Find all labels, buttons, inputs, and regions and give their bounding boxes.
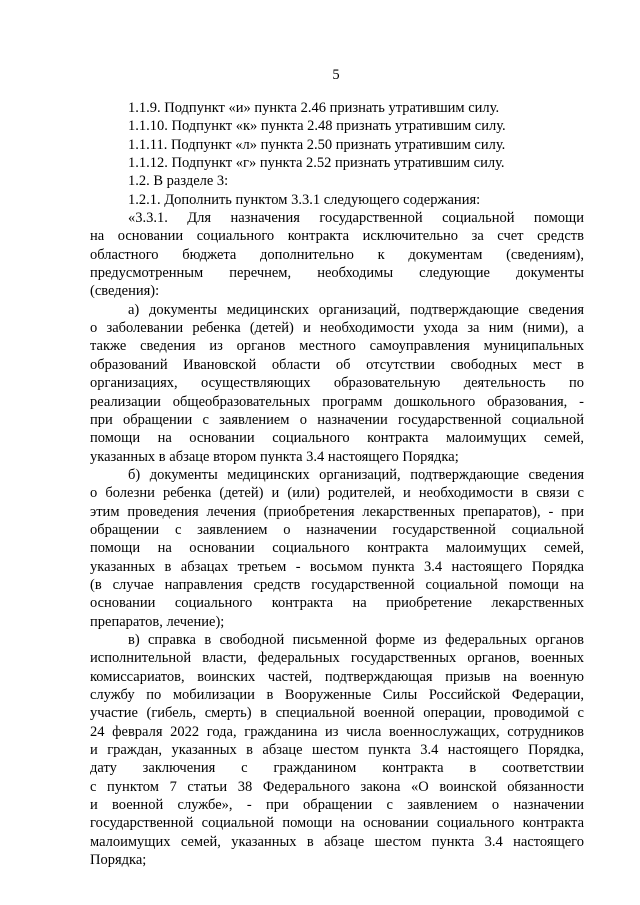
paragraph-line: государственной социальной помощи на основании социального контракта: [90, 815, 584, 832]
paragraph-line: б) документы медицинских организаций, подтверждающие сведения: [128, 466, 584, 483]
paragraph-line: реализации общеобразовательных программ дошкольного образования, -: [90, 393, 584, 410]
paragraph-line: о заболевании ребенка (детей) и необходимости ухода за ним (ними), а: [90, 320, 584, 337]
page-number: 5: [332, 67, 340, 83]
paragraph-line: 24 февраля 2022 года, гражданина из числа военнослужащих, сотрудников: [90, 723, 584, 740]
paragraph-line: обращении с заявлением о назначении государственной социальной: [90, 521, 584, 538]
item-1-2: 1.2. В разделе 3:: [128, 173, 229, 190]
item-1-1-11: 1.1.11. Подпункт «л» пункта 2.50 признать утратившим силу.: [128, 136, 506, 153]
paragraph-3-3-1: [90, 209, 584, 301]
paragraph-line: этим проведения лечения (приобретения лекарственных препаратов), - при: [90, 503, 584, 520]
paragraph-line: «3.3.1. Для назначения государственной социальной помощи: [128, 210, 584, 227]
paragraph-line: малоимущих семей, указанных в абзаце шестом пункта 3.4 настоящего: [90, 833, 584, 850]
paragraph-a: [90, 301, 584, 466]
paragraph-line: образований Ивановской области об отсутствии свободных мест в: [90, 356, 584, 373]
paragraph-line: организациях, осуществляющих образовательную деятельность по: [90, 375, 584, 392]
paragraph-line: а) документы медицинских организаций, подтверждающие сведения: [128, 301, 584, 318]
paragraph-line: при обращении с заявлением о назначении государственной социальной: [90, 411, 584, 428]
paragraph-line: и граждан, указанных в абзаце шестом пункта 3.4 настоящего Порядка,: [90, 742, 584, 759]
paragraph-line: помощи на основании социального контракта малоимущих семей,: [90, 430, 584, 447]
paragraph-line: участие (гибель, смерть) в специальной военной операции, проводимой с: [90, 705, 584, 722]
paragraph-line: препаратов, лечение);: [90, 613, 225, 630]
document-body: [90, 99, 584, 869]
paragraph-v: [90, 631, 584, 869]
paragraph-line: службу по мобилизации в Вооруженные Силы Российской Федерации,: [90, 687, 584, 703]
item-1-1-10: 1.1.10. Подпункт «к» пункта 2.48 признать утратившим силу.: [128, 118, 506, 135]
paragraph-line: на основании социального контракта исключительно за счет средств: [90, 228, 584, 245]
item-1-1-9: 1.1.9. Подпункт «и» пункта 2.46 признать утратившим силу.: [128, 100, 500, 116]
paragraph-line: (в случае направления средств государственной социальной помощи на: [90, 576, 584, 593]
paragraph-line: Порядка;: [90, 852, 147, 869]
paragraph-line: в) справка в свободной письменной форме из федеральных органов: [128, 631, 584, 648]
paragraph-line: помощи на основании социального контракта малоимущих семей,: [90, 540, 584, 557]
item-1-2-1: 1.2.1. Дополнить пунктом 3.3.1 следующего содержания:: [128, 191, 481, 208]
paragraph-line: областного бюджета дополнительно к документам (сведениям),: [90, 246, 584, 263]
paragraph-line: с пунктом 7 статьи 38 Федерального закона «О воинской обязанности: [90, 778, 584, 795]
paragraph-line: дату заключения с гражданином контракта в соответствии: [90, 760, 584, 777]
paragraph-line: исполнительной власти, федеральных государственных органов, военных: [90, 650, 584, 667]
paragraph-line: основании социального контракта на приобретение лекарственных: [90, 595, 584, 612]
paragraph-b: [90, 466, 584, 631]
paragraph-line: о болезни ребенка (детей) и (или) родителей, и необходимости в связи с: [90, 485, 584, 502]
paragraph-line: также сведения из органов местного самоуправления муниципальных: [90, 338, 584, 355]
item-1-1-12: 1.1.12. Подпункт «г» пункта 2.52 признать утратившим силу.: [128, 155, 505, 172]
paragraph-line: указанных в абзацах третьем - восьмом пункта 3.4 настоящего Порядка: [90, 558, 584, 575]
paragraph-line: комиссариатов, воинских частей, подтверждающая призыв на военную: [90, 668, 584, 685]
paragraph-line: и военной службе», - при обращении с заявлением о назначении: [90, 797, 584, 814]
paragraph-line: предусмотренным перечнем, необходимы следующие документы: [90, 265, 584, 282]
paragraph-line: (сведения):: [90, 283, 160, 300]
paragraph-line: указанных в абзаце втором пункта 3.4 настоящего Порядка;: [90, 448, 459, 465]
